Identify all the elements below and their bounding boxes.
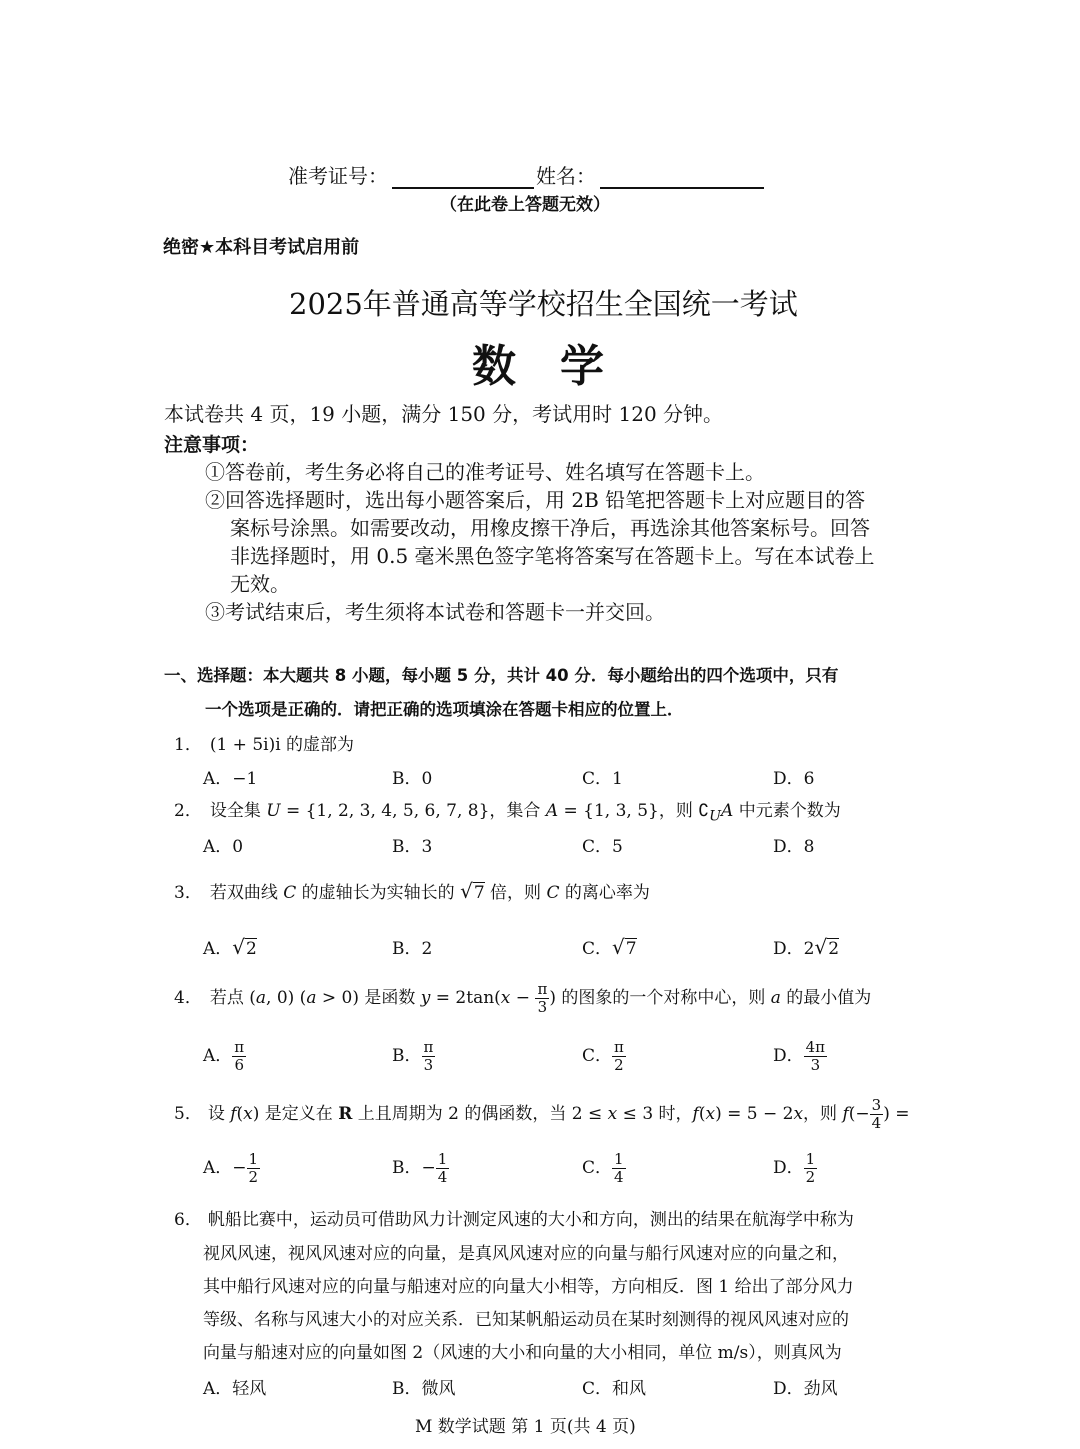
option-label: C． xyxy=(582,1158,613,1178)
stem-text: 的虚轴长为实轴长的 xyxy=(296,883,461,903)
var-x: x xyxy=(793,1104,804,1124)
exam-title: 2025年普通高等学校招生全国统一考试 xyxy=(289,287,798,321)
denominator: 4 xyxy=(614,1168,624,1186)
q2-option-b: B．3 xyxy=(392,837,433,857)
sqrt-icon: √ xyxy=(612,935,625,959)
stem-text: − xyxy=(510,988,536,1008)
sqrt-icon: √ xyxy=(460,879,473,903)
question-1 xyxy=(174,730,354,755)
question-5 xyxy=(174,1098,909,1131)
q4-option-a xyxy=(203,1040,246,1073)
secret-mark: 绝密★本科目考试启用前 xyxy=(163,237,360,258)
denominator: 2 xyxy=(614,1056,624,1074)
stem-text: 的离心率为 xyxy=(559,883,650,903)
stem-text: ) 是定义在 xyxy=(252,1104,339,1124)
fraction xyxy=(247,1152,261,1185)
notice-item-1: ①答卷前，考生务必将自己的准考证号、姓名填写在答题卡上。 xyxy=(205,460,765,484)
numerator: 1 xyxy=(805,1150,816,1168)
stem-text: 的最小值为 xyxy=(780,988,872,1008)
q5-option-b xyxy=(392,1152,449,1185)
numerator: 1 xyxy=(248,1150,259,1168)
question-6-line-3: 其中船行风速对应的向量与船速对应的向量大小相等，方向相反．图 1 给出了部分风力 xyxy=(203,1277,854,1297)
option-label: D． xyxy=(773,1046,804,1066)
q5-option-c xyxy=(582,1152,626,1185)
var-x: x xyxy=(607,1104,618,1124)
var-f: f xyxy=(692,1104,699,1124)
question-number: 2． xyxy=(174,801,202,821)
stem-text: ) = 5 − 2 xyxy=(715,1104,794,1124)
stem-text: 倍，则 xyxy=(484,883,547,903)
stem-text: ，则 xyxy=(803,1104,843,1124)
section1-instruction-line2: 一个选项是正确的．请把正确的选项填涂在答题卡相应的位置上． xyxy=(205,700,684,719)
question-number: 4． xyxy=(174,988,202,1008)
q3-option-d xyxy=(773,934,839,959)
stem-text: = 2tan( xyxy=(430,988,501,1008)
option-label: B． xyxy=(392,1046,422,1066)
q6-option-b: B．微风 xyxy=(392,1379,456,1399)
var-u: U xyxy=(266,801,281,821)
var-x: x xyxy=(500,988,511,1008)
notice-item-2-cont-3: 无效。 xyxy=(230,572,290,596)
admission-number-row xyxy=(288,160,764,189)
var-u-subscript: U xyxy=(709,808,722,825)
admission-number-blank xyxy=(392,187,534,189)
sign: − xyxy=(232,1158,247,1178)
question-6-line-4: 等级、名称与风速大小的对应关系．已知某帆船运动员在某时刻测得的视风风速对应的 xyxy=(203,1310,849,1330)
stem-text: ) = xyxy=(883,1104,910,1124)
option-label: C． xyxy=(582,1046,613,1066)
stem-text: 中元素个数为 xyxy=(733,801,841,821)
var-a: a xyxy=(255,988,267,1008)
option-label: B． xyxy=(392,1158,422,1178)
option-label: D． xyxy=(773,1158,804,1178)
option-label: D．2 xyxy=(773,939,815,959)
q4-option-b xyxy=(392,1040,435,1073)
denominator: 3 xyxy=(537,998,548,1016)
numerator: π xyxy=(537,980,548,998)
option-label: A． xyxy=(203,939,233,959)
q4-option-c xyxy=(582,1040,626,1073)
stem-text: ( xyxy=(698,1104,706,1124)
fraction xyxy=(804,1040,827,1073)
page-footer: M 数学试题 第 1 页(共 4 页) xyxy=(415,1417,636,1437)
stem-text: = {1, 3, 5}，则 ∁ xyxy=(558,801,710,821)
stem-text: ) 的图象的一个对称中心，则 xyxy=(549,988,771,1008)
numerator: π xyxy=(234,1038,245,1056)
invalid-note: （在此卷上答题无效） xyxy=(440,195,610,215)
fraction xyxy=(535,982,549,1015)
denominator: 3 xyxy=(423,1056,434,1074)
denominator: 4 xyxy=(871,1114,882,1132)
q4-option-d xyxy=(773,1040,827,1073)
question-3 xyxy=(174,878,650,903)
q2-option-a: A．0 xyxy=(203,837,244,857)
var-c: C xyxy=(283,883,297,903)
stem-text: (− xyxy=(848,1104,870,1124)
sqrt-icon: √ xyxy=(814,935,828,959)
q1-option-d: D．6 xyxy=(773,769,815,789)
stem-text: ( xyxy=(236,1104,244,1124)
q6-option-c: C．和风 xyxy=(582,1379,647,1399)
fraction xyxy=(232,1040,246,1073)
stem-text: > 0) 是函数 xyxy=(316,988,421,1008)
stem-text: = {1, 2, 3, 4, 5, 6, 7, 8}，集合 xyxy=(280,801,546,821)
notice-item-2-cont-1: 案标号涂黑。如需要改动，用橡皮擦干净后，再选涂其他答案标号。回答 xyxy=(230,516,870,540)
question-number: 5． xyxy=(174,1104,202,1124)
var-a: a xyxy=(770,988,781,1008)
fraction xyxy=(804,1152,818,1185)
numerator: 4π xyxy=(805,1038,826,1056)
q2-option-c: C．5 xyxy=(582,837,623,857)
var-a: A xyxy=(545,801,559,821)
stem-text: 上且周期为 2 的偶函数，当 2 ≤ xyxy=(352,1104,608,1124)
name-label: 姓名： xyxy=(536,164,596,188)
stem-text: 若点 ( xyxy=(209,988,256,1008)
fraction xyxy=(870,1098,884,1131)
stem-text: , 0) ( xyxy=(266,988,307,1008)
q3-option-a xyxy=(203,934,257,959)
q6-option-a: A．轻风 xyxy=(203,1379,267,1399)
question-number: 3． xyxy=(174,883,202,903)
var-y: y xyxy=(420,988,431,1008)
section1-instruction-line1: 一、选择题：本大题共 8 小题，每小题 5 分，共计 40 分．每小题给出的四个选项中，只有 xyxy=(164,666,839,685)
question-6-line-2: 视风风速，视风风速对应的向量，是真风风速对应的向量与船行风速对应的向量之和， xyxy=(203,1244,849,1264)
question-4 xyxy=(174,982,871,1015)
question-number: 6． xyxy=(174,1210,202,1230)
q3-option-c xyxy=(582,934,637,959)
q1-option-b: B．0 xyxy=(392,769,433,789)
var-x: x xyxy=(705,1104,716,1124)
real-set-symbol: R xyxy=(338,1104,353,1124)
fraction xyxy=(612,1152,626,1185)
stem-text: 设全集 xyxy=(209,801,267,821)
stem-text: ≤ 3 时， xyxy=(617,1104,693,1124)
radicand: 7 xyxy=(625,939,637,959)
notice-heading: 注意事项： xyxy=(164,434,260,456)
numerator: π xyxy=(614,1038,624,1056)
sign: − xyxy=(421,1158,436,1178)
numerator: 1 xyxy=(437,1150,448,1168)
q1-option-c: C．1 xyxy=(582,769,623,789)
q1-option-a: A．−1 xyxy=(203,769,258,789)
question-6-line-5: 向量与船速对应的向量如图 2（风速的大小和向量的大小相同，单位 m/s），则真风为 xyxy=(203,1343,842,1363)
name-blank xyxy=(600,187,764,189)
exam-summary: 本试卷共 4 页，19 小题，满分 150 分，考试用时 120 分钟。 xyxy=(164,402,724,426)
fraction xyxy=(612,1040,626,1073)
option-label: C． xyxy=(582,939,613,959)
notice-item-3: ③考试结束后，考生须将本试卷和答题卡一并交回。 xyxy=(205,600,665,624)
notice-item-2: ②回答选择题时，选出每小题答案后，用 2B 铅笔把答题卡上对应题目的答 xyxy=(205,488,866,512)
stem-text: 帆船比赛中，运动员可借助风力计测定风速的大小和方向，测出的结果在航海学中称为 xyxy=(207,1210,854,1230)
denominator: 2 xyxy=(248,1168,259,1186)
q2-option-d: D．8 xyxy=(773,837,815,857)
var-a: a xyxy=(306,988,317,1008)
stem-text: 设 xyxy=(207,1104,231,1124)
var-c: C xyxy=(546,883,560,903)
denominator: 3 xyxy=(810,1056,821,1074)
var-x: x xyxy=(243,1104,253,1124)
q3-option-b: B．2 xyxy=(392,939,433,959)
sqrt-icon: √ xyxy=(232,935,246,959)
radicand: 2 xyxy=(828,939,840,959)
numerator: π xyxy=(423,1038,434,1056)
fraction xyxy=(422,1040,436,1073)
question-stem: (1 + 5i)i 的虚部为 xyxy=(209,735,355,755)
option-label: A． xyxy=(203,1158,233,1178)
option-label: A． xyxy=(203,1046,233,1066)
numerator: 3 xyxy=(871,1096,882,1114)
notice-item-2-cont-2: 非选择题时，用 0.5 毫米黑色签字笔将答案写在答题卡上。写在本试卷上 xyxy=(230,544,875,568)
q5-option-a xyxy=(203,1152,260,1185)
radicand: 2 xyxy=(246,939,257,959)
question-2 xyxy=(174,796,841,824)
fraction xyxy=(436,1152,450,1185)
admission-number-label: 准考证号： xyxy=(288,164,388,188)
question-number: 1． xyxy=(174,735,202,755)
denominator: 2 xyxy=(805,1168,816,1186)
q5-option-d xyxy=(773,1152,817,1185)
denominator: 4 xyxy=(437,1168,448,1186)
numerator: 1 xyxy=(614,1150,624,1168)
var-f: f xyxy=(230,1104,237,1124)
var-a: A xyxy=(721,801,734,821)
question-6-line-1 xyxy=(174,1205,854,1230)
radicand: 7 xyxy=(473,883,485,903)
subject-title: 数 学 xyxy=(472,341,604,392)
stem-text: 若双曲线 xyxy=(209,883,284,903)
denominator: 6 xyxy=(234,1056,244,1074)
q6-option-d: D．劲风 xyxy=(773,1379,838,1399)
var-f: f xyxy=(842,1104,849,1124)
